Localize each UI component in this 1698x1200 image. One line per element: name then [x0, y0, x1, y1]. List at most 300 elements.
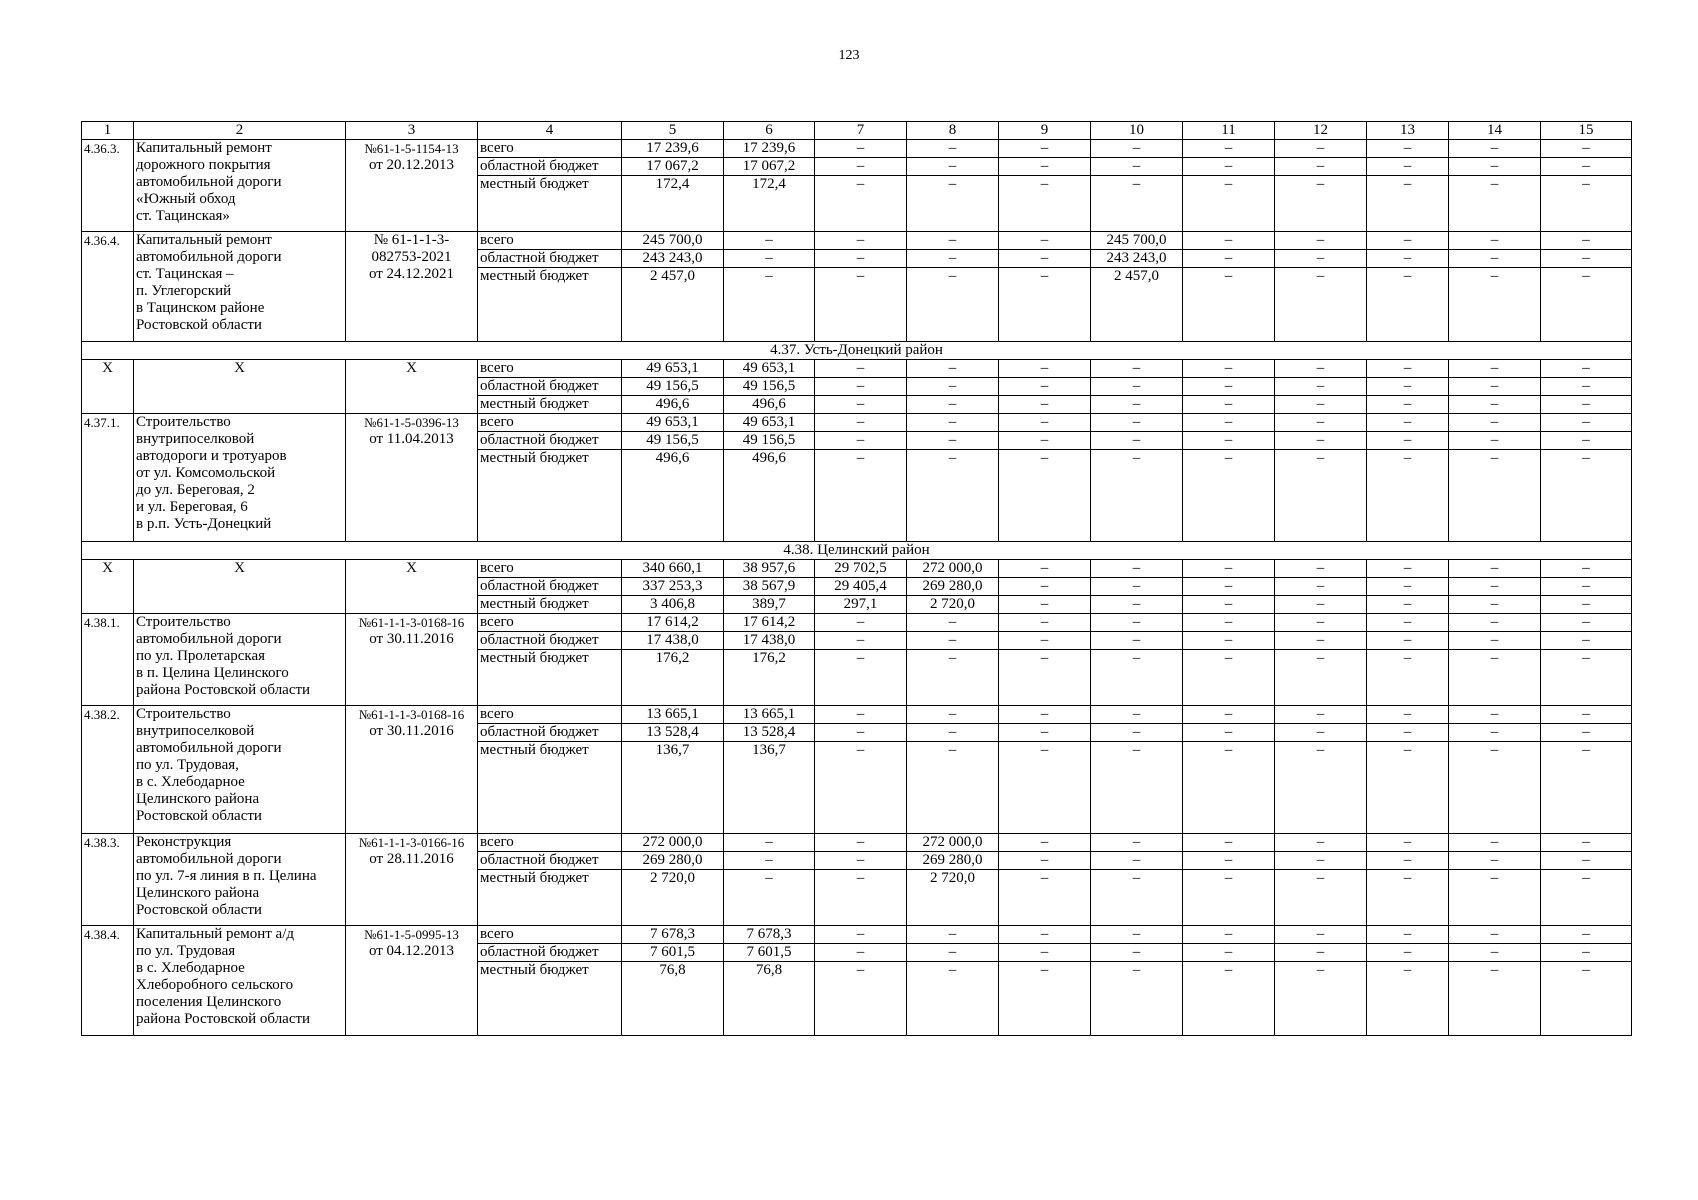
contract-line: Х	[406, 560, 417, 576]
value-cell: –	[815, 140, 907, 158]
value-cell: –	[1541, 852, 1632, 870]
value-cell: –	[815, 961, 907, 1035]
value-cell: –	[999, 249, 1091, 267]
value-cell: –	[1367, 578, 1449, 596]
value-cell: –	[815, 925, 907, 943]
value-cell: –	[1541, 943, 1632, 961]
item-name-line: Ростовской области	[136, 807, 262, 824]
value-cell: 389,7	[724, 596, 815, 614]
value-cell: –	[815, 158, 907, 176]
value-cell: –	[1449, 870, 1541, 926]
value-cell: –	[815, 834, 907, 852]
contract-info	[346, 925, 478, 1035]
value-cell: –	[1541, 723, 1632, 741]
value-cell: 2 457,0	[622, 267, 724, 341]
value-cell: –	[907, 650, 999, 706]
value-cell: 13 528,4	[724, 723, 815, 741]
value-cell: –	[1449, 925, 1541, 943]
value-cell: 17 438,0	[724, 632, 815, 650]
column-number-10: 10	[1091, 122, 1183, 140]
value-cell: –	[815, 723, 907, 741]
value-cell: –	[1275, 449, 1367, 542]
value-cell: 2 720,0	[907, 870, 999, 926]
value-cell: –	[1091, 723, 1183, 741]
value-cell: –	[1183, 925, 1275, 943]
value-cell: 243 243,0	[1091, 249, 1183, 267]
funding-source: всего	[478, 359, 622, 377]
value-cell: –	[724, 852, 815, 870]
value-cell: –	[1367, 176, 1449, 232]
value-cell: –	[815, 359, 907, 377]
value-cell: 272 000,0	[622, 834, 724, 852]
value-cell: –	[1091, 359, 1183, 377]
value-cell: –	[1091, 578, 1183, 596]
value-cell: –	[907, 449, 999, 542]
value-cell: 2 720,0	[907, 596, 999, 614]
value-cell: –	[907, 249, 999, 267]
funding-source: местный бюджет	[478, 741, 622, 834]
value-cell: –	[1183, 431, 1275, 449]
value-cell: –	[907, 395, 999, 413]
value-cell: –	[907, 413, 999, 431]
value-cell: 172,4	[724, 176, 815, 232]
column-number-5: 5	[622, 122, 724, 140]
value-cell: –	[1183, 723, 1275, 741]
item-number: Х	[82, 560, 134, 614]
value-cell: –	[724, 267, 815, 341]
item-number: 4.38.3.	[82, 834, 134, 926]
item-name-line: автомобильной дороги	[136, 739, 282, 756]
value-cell: –	[1091, 632, 1183, 650]
value-cell: –	[1449, 578, 1541, 596]
value-cell: 7 678,3	[622, 925, 724, 943]
section-row	[82, 542, 1632, 560]
table-row	[82, 925, 1632, 943]
value-cell: –	[999, 632, 1091, 650]
value-cell: –	[1275, 267, 1367, 341]
value-cell: –	[1367, 395, 1449, 413]
column-number-15: 15	[1541, 122, 1632, 140]
contract-info	[346, 413, 478, 542]
item-name-line: в с. Хлебодарное	[136, 959, 245, 976]
value-cell: 3 406,8	[622, 596, 724, 614]
value-cell: –	[999, 650, 1091, 706]
value-cell: –	[1541, 834, 1632, 852]
value-cell: –	[1091, 560, 1183, 578]
value-cell: –	[1183, 231, 1275, 249]
value-cell: 136,7	[622, 741, 724, 834]
value-cell: –	[1183, 560, 1275, 578]
item-name-line: по ул. Пролетарская	[136, 648, 266, 664]
value-cell: –	[1541, 377, 1632, 395]
funding-source: областной бюджет	[478, 249, 622, 267]
value-cell: –	[1183, 249, 1275, 267]
funding-source: всего	[478, 925, 622, 943]
value-cell: –	[1183, 395, 1275, 413]
value-cell: –	[907, 176, 999, 232]
value-cell: –	[815, 267, 907, 341]
item-name	[134, 925, 346, 1035]
value-cell: –	[999, 961, 1091, 1035]
value-cell: –	[907, 723, 999, 741]
value-cell: –	[1449, 176, 1541, 232]
funding-source: местный бюджет	[478, 395, 622, 413]
value-cell: –	[1183, 705, 1275, 723]
value-cell: –	[1541, 231, 1632, 249]
value-cell: –	[1541, 140, 1632, 158]
value-cell: –	[999, 231, 1091, 249]
value-cell: –	[1091, 596, 1183, 614]
value-cell: –	[907, 231, 999, 249]
value-cell: –	[1367, 632, 1449, 650]
item-name	[134, 705, 346, 834]
value-cell: –	[999, 614, 1091, 632]
item-number: 4.38.2.	[82, 705, 134, 834]
budget-table	[81, 121, 1632, 1036]
value-cell: –	[1275, 943, 1367, 961]
value-cell: –	[1275, 961, 1367, 1035]
item-name-line: «Южный обход	[136, 191, 236, 207]
contract-line: №61-1-5-0396-13	[364, 414, 459, 430]
item-name-line: поселения Целинского	[136, 993, 282, 1010]
value-cell: –	[1091, 158, 1183, 176]
value-cell: 176,2	[622, 650, 724, 706]
contract-line: №61-1-1-3-0166-16	[358, 835, 465, 850]
value-cell: –	[1541, 925, 1632, 943]
value-cell: –	[1367, 852, 1449, 870]
item-name-line: автомобильной дороги	[136, 851, 282, 867]
value-cell: –	[1367, 650, 1449, 706]
contract-line: от 30.11.2016	[369, 722, 454, 739]
value-cell: –	[1183, 413, 1275, 431]
value-cell: –	[815, 431, 907, 449]
funding-source: областной бюджет	[478, 578, 622, 596]
value-cell: –	[907, 632, 999, 650]
value-cell: –	[1091, 650, 1183, 706]
value-cell: –	[1091, 431, 1183, 449]
value-cell: –	[907, 943, 999, 961]
contract-line: от 28.11.2016	[369, 851, 454, 867]
value-cell: 13 665,1	[724, 705, 815, 723]
value-cell: –	[1449, 249, 1541, 267]
value-cell: 49 653,1	[724, 359, 815, 377]
value-cell: 49 156,5	[724, 377, 815, 395]
item-name	[134, 413, 346, 542]
value-cell: –	[1367, 431, 1449, 449]
value-cell: –	[1091, 834, 1183, 852]
contract-line: № 61-1-1-3-	[373, 231, 450, 248]
value-cell: –	[1541, 249, 1632, 267]
value-cell: –	[1183, 596, 1275, 614]
value-cell: –	[815, 395, 907, 413]
value-cell: –	[1541, 632, 1632, 650]
item-number: 4.37.1.	[82, 413, 134, 542]
value-cell: –	[1367, 449, 1449, 542]
value-cell: –	[1091, 943, 1183, 961]
value-cell: 496,6	[724, 449, 815, 542]
funding-source: местный бюджет	[478, 870, 622, 926]
value-cell: –	[1449, 140, 1541, 158]
value-cell: –	[1091, 395, 1183, 413]
column-number-14: 14	[1449, 122, 1541, 140]
item-name-line: в Тацинском районе	[136, 299, 265, 316]
value-cell: –	[724, 249, 815, 267]
column-number-3: 3	[346, 122, 478, 140]
item-name-line: Х	[234, 560, 245, 576]
contract-info	[346, 231, 478, 341]
value-cell: 7 601,5	[724, 943, 815, 961]
value-cell: –	[1449, 961, 1541, 1035]
value-cell: –	[1183, 578, 1275, 596]
contract-line: от 30.11.2016	[369, 631, 454, 647]
item-name-line: по ул. 7-я линия в п. Целина	[136, 868, 317, 884]
value-cell: –	[1449, 741, 1541, 834]
contract-line: №61-1-5-1154-13	[364, 141, 459, 156]
value-cell: 269 280,0	[907, 852, 999, 870]
value-cell: –	[1541, 578, 1632, 596]
contract-info	[346, 705, 478, 834]
value-cell: –	[1541, 741, 1632, 834]
value-cell: –	[1275, 650, 1367, 706]
value-cell: –	[999, 395, 1091, 413]
value-cell: –	[999, 267, 1091, 341]
value-cell: 297,1	[815, 596, 907, 614]
value-cell: –	[1367, 413, 1449, 431]
item-name-line: и ул. Береговая, 6	[136, 498, 248, 515]
value-cell: –	[1275, 231, 1367, 249]
value-cell: –	[1091, 413, 1183, 431]
item-name-line: Реконструкция	[136, 834, 232, 850]
value-cell: –	[815, 632, 907, 650]
contract-line: от 20.12.2013	[368, 157, 455, 173]
table-row	[82, 413, 1632, 431]
value-cell: –	[999, 723, 1091, 741]
value-cell: –	[1275, 834, 1367, 852]
value-cell: –	[1449, 632, 1541, 650]
value-cell: –	[1449, 834, 1541, 852]
item-name-line: ст. Тацинская»	[136, 208, 230, 224]
item-number: 4.38.4.	[82, 925, 134, 1035]
item-name-line: района Ростовской области	[136, 682, 311, 698]
item-name-line: п. Углегорский	[136, 282, 232, 299]
contract-line: Х	[406, 359, 417, 376]
value-cell: 38 567,9	[724, 578, 815, 596]
value-cell: –	[1091, 741, 1183, 834]
value-cell: –	[1367, 231, 1449, 249]
header-row	[82, 122, 1632, 140]
value-cell: 496,6	[622, 395, 724, 413]
value-cell: –	[1541, 395, 1632, 413]
contract-line: от 04.12.2013	[368, 942, 455, 959]
value-cell: –	[1541, 705, 1632, 723]
column-number-13: 13	[1367, 122, 1449, 140]
contract-info	[346, 359, 478, 413]
value-cell: 245 700,0	[1091, 231, 1183, 249]
value-cell: –	[999, 140, 1091, 158]
value-cell: 17 067,2	[724, 158, 815, 176]
value-cell: –	[1541, 431, 1632, 449]
value-cell: 269 280,0	[622, 852, 724, 870]
value-cell: –	[815, 650, 907, 706]
value-cell: –	[1275, 431, 1367, 449]
value-cell: –	[1367, 705, 1449, 723]
column-number-6: 6	[724, 122, 815, 140]
value-cell: –	[999, 413, 1091, 431]
value-cell: 38 957,6	[724, 560, 815, 578]
value-cell: 2 720,0	[622, 870, 724, 926]
value-cell: –	[1183, 852, 1275, 870]
item-name-line: автомобильной дороги	[136, 631, 282, 647]
table-body	[82, 122, 1632, 1036]
value-cell: –	[1367, 560, 1449, 578]
value-cell: –	[1091, 705, 1183, 723]
funding-source: местный бюджет	[478, 176, 622, 232]
item-name-line: автомобильной дороги	[136, 248, 282, 265]
value-cell: –	[1367, 834, 1449, 852]
value-cell: –	[1449, 449, 1541, 542]
value-cell: –	[1183, 140, 1275, 158]
contract-line: от 11.04.2013	[369, 430, 454, 447]
value-cell: –	[1449, 158, 1541, 176]
value-cell: –	[815, 231, 907, 249]
funding-source: областной бюджет	[478, 943, 622, 961]
value-cell: 176,2	[724, 650, 815, 706]
value-cell: –	[815, 705, 907, 723]
value-cell: –	[999, 852, 1091, 870]
value-cell: –	[907, 140, 999, 158]
funding-source: областной бюджет	[478, 723, 622, 741]
item-name-line: Капитальный ремонт а/д	[136, 925, 294, 942]
value-cell: –	[907, 359, 999, 377]
value-cell: –	[1367, 614, 1449, 632]
value-cell: –	[1541, 961, 1632, 1035]
value-cell: 49 653,1	[622, 359, 724, 377]
value-cell: –	[999, 705, 1091, 723]
value-cell: –	[815, 943, 907, 961]
value-cell: –	[907, 705, 999, 723]
table-row	[82, 359, 1632, 377]
value-cell: –	[1183, 961, 1275, 1035]
value-cell: 7 678,3	[724, 925, 815, 943]
value-cell: –	[724, 231, 815, 249]
value-cell: –	[815, 852, 907, 870]
item-name-line: Целинского района	[136, 790, 260, 807]
column-number-2: 2	[134, 122, 346, 140]
value-cell: –	[1275, 705, 1367, 723]
value-cell: –	[1541, 650, 1632, 706]
value-cell: –	[1091, 449, 1183, 542]
value-cell: –	[1367, 267, 1449, 341]
table-row	[82, 560, 1632, 578]
value-cell: –	[815, 741, 907, 834]
contract-line: от 24.12.2021	[368, 265, 455, 282]
value-cell: –	[1449, 377, 1541, 395]
value-cell: –	[1183, 359, 1275, 377]
item-name-line: в р.п. Усть-Донецкий	[136, 515, 272, 532]
funding-source: местный бюджет	[478, 596, 622, 614]
table-row	[82, 140, 1632, 158]
item-number: 4.36.3.	[82, 140, 134, 232]
value-cell: 2 457,0	[1091, 267, 1183, 341]
value-cell: 337 253,3	[622, 578, 724, 596]
item-name	[134, 834, 346, 926]
value-cell: –	[1275, 632, 1367, 650]
contract-line: №61-1-1-3-0168-16	[358, 615, 465, 630]
value-cell: –	[1541, 449, 1632, 542]
value-cell: –	[1367, 925, 1449, 943]
value-cell: –	[1367, 377, 1449, 395]
column-number-1: 1	[82, 122, 134, 140]
funding-source: областной бюджет	[478, 377, 622, 395]
funding-source: всего	[478, 231, 622, 249]
value-cell: –	[1541, 359, 1632, 377]
value-cell: –	[1367, 158, 1449, 176]
column-number-11: 11	[1183, 122, 1275, 140]
value-cell: –	[907, 267, 999, 341]
value-cell: 49 156,5	[724, 431, 815, 449]
value-cell: –	[1183, 650, 1275, 706]
value-cell: –	[1541, 614, 1632, 632]
value-cell: –	[999, 359, 1091, 377]
table-row	[82, 705, 1632, 723]
item-name-line: в п. Целина Целинского	[136, 665, 289, 681]
value-cell: –	[1183, 943, 1275, 961]
value-cell: –	[1091, 852, 1183, 870]
item-name	[134, 231, 346, 341]
item-name-line: до ул. Береговая, 2	[136, 481, 255, 498]
value-cell: –	[815, 614, 907, 632]
funding-source: всего	[478, 140, 622, 158]
value-cell: –	[1367, 741, 1449, 834]
item-name-line: Ростовской области	[136, 316, 262, 333]
item-name-line: дорожного покрытия	[136, 157, 271, 173]
value-cell: –	[999, 431, 1091, 449]
value-cell: 17 067,2	[622, 158, 724, 176]
value-cell: –	[1449, 395, 1541, 413]
item-name-line: внутрипоселковой	[136, 430, 255, 447]
item-name-line: автомобильной дороги	[136, 174, 282, 190]
value-cell: –	[907, 377, 999, 395]
value-cell: –	[1275, 377, 1367, 395]
funding-source: областной бюджет	[478, 158, 622, 176]
section-row	[82, 341, 1632, 359]
value-cell: –	[1183, 870, 1275, 926]
item-name-line: по ул. Трудовая,	[136, 756, 239, 773]
value-cell: –	[999, 449, 1091, 542]
value-cell: –	[1275, 176, 1367, 232]
value-cell: –	[1367, 249, 1449, 267]
value-cell: –	[1183, 176, 1275, 232]
item-name-line: Х	[234, 359, 245, 376]
value-cell: –	[999, 560, 1091, 578]
value-cell: –	[1275, 413, 1367, 431]
item-name	[134, 560, 346, 614]
value-cell: –	[1367, 961, 1449, 1035]
item-name	[134, 359, 346, 413]
value-cell: –	[1091, 140, 1183, 158]
value-cell: –	[815, 413, 907, 431]
value-cell: 49 156,5	[622, 377, 724, 395]
value-cell: –	[1449, 431, 1541, 449]
value-cell: –	[1183, 614, 1275, 632]
item-name-line: Капитальный ремонт	[136, 140, 272, 156]
contract-info	[346, 614, 478, 706]
funding-source: местный бюджет	[478, 449, 622, 542]
value-cell: –	[1541, 413, 1632, 431]
table-row	[82, 614, 1632, 632]
value-cell: –	[1541, 267, 1632, 341]
value-cell: –	[1367, 140, 1449, 158]
